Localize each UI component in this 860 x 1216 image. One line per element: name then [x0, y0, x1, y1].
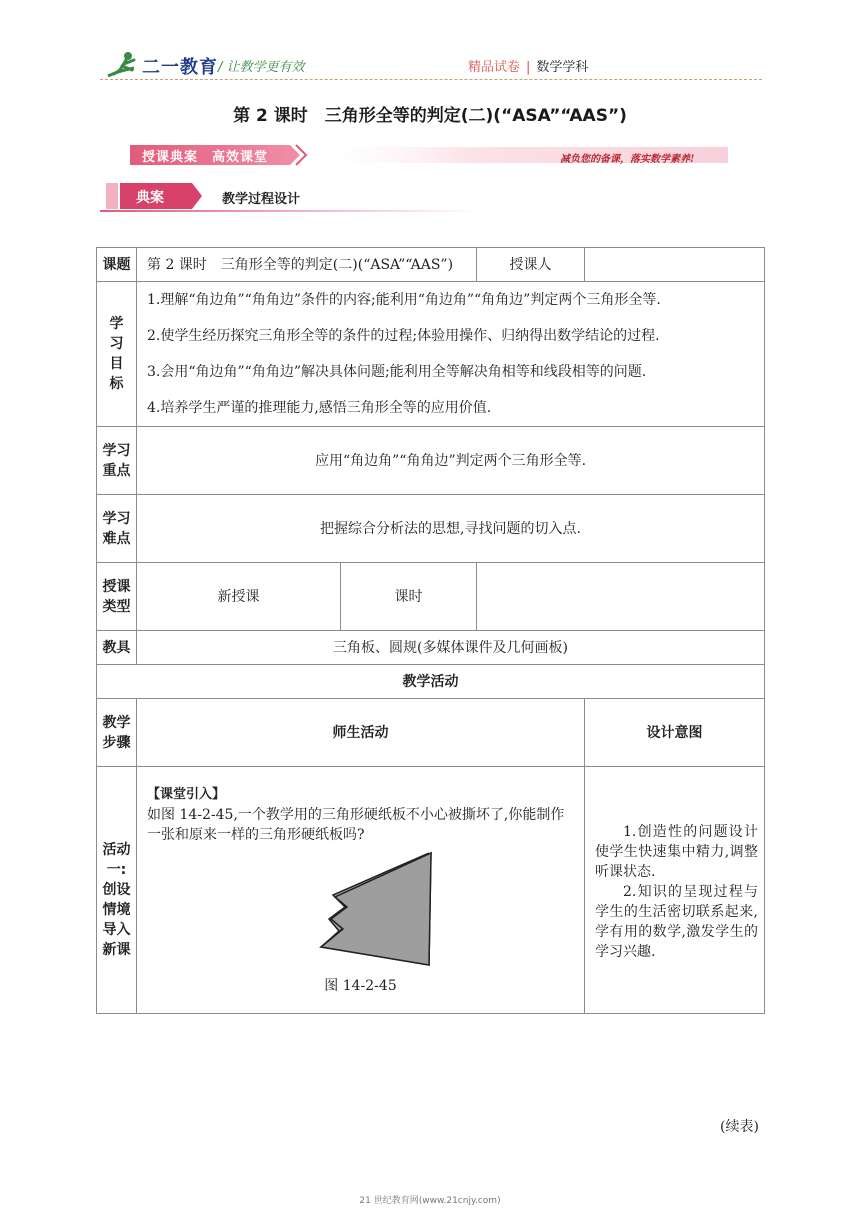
- difficulties-label: [97, 495, 137, 563]
- activity1-label-line: 创设: [102, 882, 131, 898]
- objectives-list: [137, 282, 765, 427]
- key-points-label-line: 学习: [102, 442, 131, 459]
- col-header-activity: 师生活动: [137, 699, 585, 767]
- page-title: 第 2 课时 三角形全等的判定(二)(“ASA”“AAS”): [233, 106, 627, 126]
- design-point: 2.知识的呈现过程与学生的生活密切联系起来,学有用的数学,激发学生的学习兴趣.: [595, 884, 759, 960]
- continued-note: (续表): [720, 1119, 759, 1135]
- steps-label-line: 教学: [102, 714, 131, 731]
- teacher-value: [585, 248, 765, 282]
- key-points-label-line: 重点: [102, 462, 131, 479]
- table-row-key-points: [97, 427, 765, 495]
- tag-subject: 数学学科: [536, 60, 589, 75]
- key-points-value: 应用“角边角”“角角边”判定两个三角形全等.: [137, 427, 765, 495]
- section-tab-label: 典案: [136, 190, 164, 206]
- banner-label: 授课典案 高效课堂: [142, 150, 269, 165]
- activity1-text: 如图 14-2-45,一个教学用的三角形硬纸板不小心被撕坏了,你能制作一张和原来一样的三角形硬纸板吗?: [147, 807, 565, 843]
- table-row-topic: [97, 248, 765, 282]
- tag-premium: 精品试卷: [468, 60, 521, 75]
- objective-item: 1.理解“角边角”“角角边”条件的内容;能利用“角边角”“角角边”判定两个三角形全等.: [147, 292, 661, 308]
- objectives-label-char: 目: [109, 356, 124, 372]
- section-title: 教学过程设计: [222, 192, 301, 207]
- table-row-steps-header: [97, 699, 765, 767]
- activities-header: 教学活动: [97, 665, 765, 699]
- difficulties-label-line: 学习: [102, 510, 131, 527]
- lesson-type-label: [97, 563, 137, 631]
- objectives-label-char: 标: [109, 376, 124, 392]
- activity1-label: [97, 767, 137, 1014]
- activity1-design: [585, 767, 765, 1014]
- objectives-label-char: 学: [109, 316, 124, 332]
- teacher-label: 授课人: [477, 248, 585, 282]
- banner-motto: 减负您的备课，落实数学素养!: [560, 154, 695, 165]
- page-header: [0, 0, 860, 86]
- page-footer: 21 世纪教育网(www.21cnjy.com): [359, 1196, 501, 1206]
- lesson-hours-value: [477, 563, 765, 631]
- objective-item: 4.培养学生严谨的推理能力,感悟三角形全等的应用价值.: [147, 400, 492, 416]
- table-row-objectives: [97, 282, 765, 427]
- tools-label: 教具: [97, 631, 137, 665]
- key-points-label: [97, 427, 137, 495]
- activity1-content: [137, 767, 585, 1014]
- activity1-label-line: 新课: [102, 942, 131, 958]
- torn-triangle-figure: [319, 851, 439, 967]
- figure-caption: 图 14-2-45: [324, 978, 397, 994]
- objective-item: 2.使学生经历探究三角形全等的条件的过程;体验用操作、归纳得出数学结论的过程.: [147, 328, 660, 344]
- design-point: 1.创造性的问题设计使学生快速集中精力,调整听课状态.: [595, 824, 759, 880]
- steps-label-line: 步骤: [102, 734, 131, 751]
- col-header-design: 设计意图: [585, 699, 765, 767]
- table-row-activity-1: [97, 767, 765, 1014]
- topic-value: 第 2 课时 三角形全等的判定(二)(“ASA”“AAS”): [137, 248, 477, 282]
- objectives-label-char: 习: [109, 336, 124, 352]
- brand-slogan: / 让教学更有效: [218, 60, 305, 75]
- activity1-label-line: 情境: [102, 902, 131, 918]
- activity1-label-line: 导入: [102, 922, 131, 938]
- header-divider: [100, 79, 762, 80]
- lesson-type-value: 新授课: [137, 563, 341, 631]
- objective-item: 3.会用“角边角”“角角边”解决具体问题;能利用全等解决角相等和线段相等的问题.: [147, 364, 647, 380]
- activity1-label-line: 一:: [106, 862, 127, 878]
- brand-name: 二一教育: [142, 57, 218, 78]
- tools-value: 三角板、圆规(多媒体课件及几何画板): [137, 631, 765, 665]
- topic-label: 课题: [97, 248, 137, 282]
- difficulties-value: 把握综合分析法的思想,寻找问题的切入点.: [137, 495, 765, 563]
- activity1-label-line: 活动: [102, 842, 131, 858]
- lesson-type-label-line: 授课: [102, 578, 131, 595]
- tag-separator: |: [526, 60, 531, 75]
- lesson-type-label-line: 类型: [102, 598, 131, 615]
- steps-label: [97, 699, 137, 767]
- difficulties-label-line: 难点: [102, 530, 131, 547]
- lesson-plan-table: [96, 247, 765, 1014]
- table-row-tools: [97, 631, 765, 665]
- table-row-difficulties: [97, 495, 765, 563]
- lesson-hours-label: 课时: [341, 563, 477, 631]
- activity1-heading: 【课堂引入】: [147, 787, 226, 802]
- header-tags: [468, 56, 588, 75]
- objectives-label: [97, 282, 137, 427]
- table-row-lesson-type: [97, 563, 765, 631]
- table-row-activities-header: [97, 665, 765, 699]
